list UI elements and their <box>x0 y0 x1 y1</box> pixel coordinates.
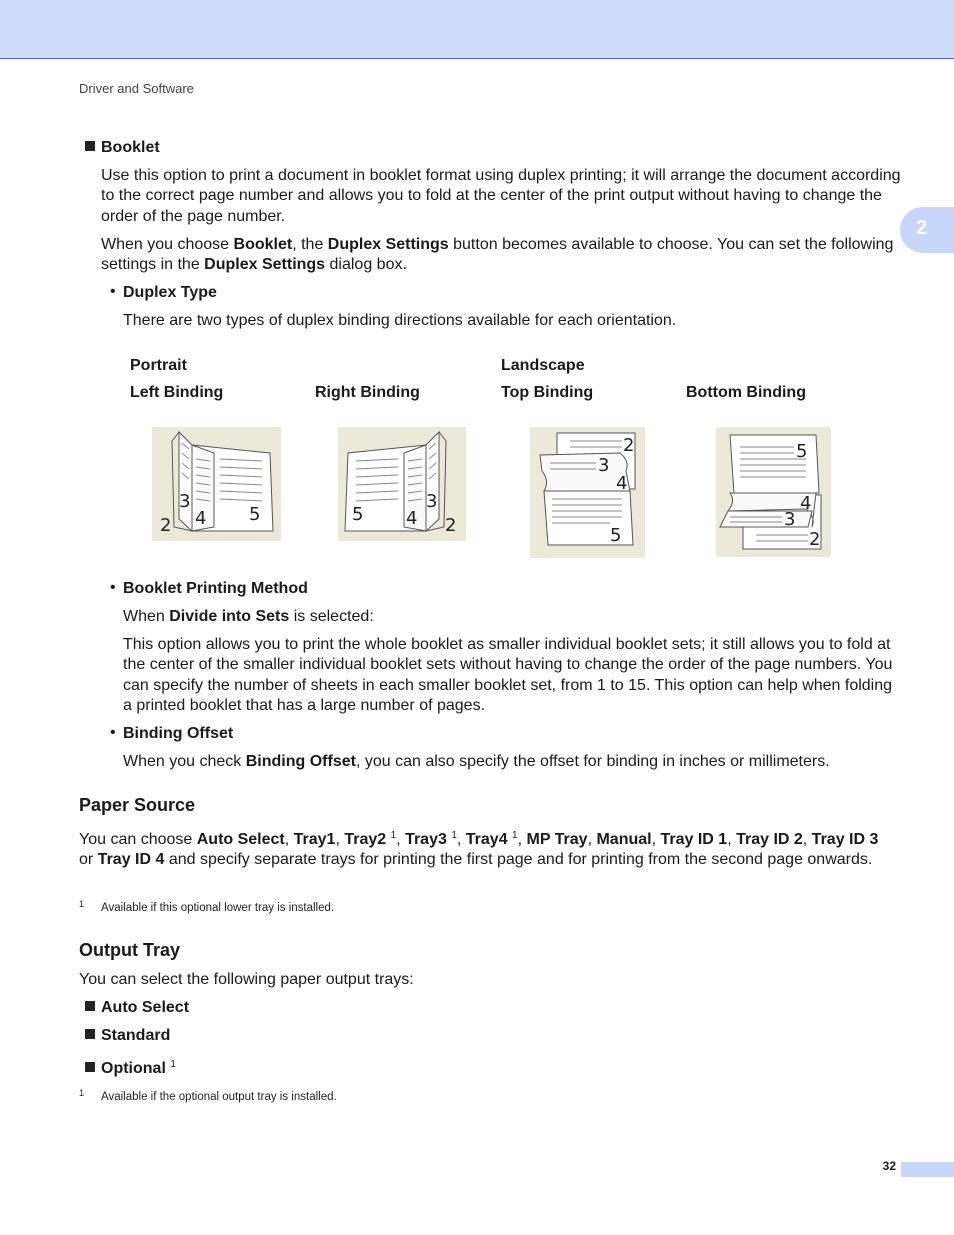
page-num-2: 2 <box>445 515 457 536</box>
bullet-dot: • <box>110 579 116 596</box>
page-num-4: 4 <box>195 508 207 529</box>
portrait-label: Portrait <box>130 357 187 374</box>
output-tray-footnote: Available if the optional output tray is installed. <box>101 1091 337 1103</box>
chapter-number: 2 <box>916 217 928 239</box>
page-num-5: 5 <box>352 504 364 525</box>
top-binding-illustration <box>530 427 645 558</box>
paper-source-paragraph: You can choose Auto Select, Tray1, Tray2 $^1$, Tray3 $^1$, Tray4 $^1$, MP Tray, Manual, Tray ID 1, Tray ID 2, Tray ID 3 or Tray ID 4 and specify separate trays for printing the first page and for printing from the second page onwards. <box>79 830 879 869</box>
landscape-label: Landscape <box>501 357 585 374</box>
output-tray-item-optional: Optional $^1$ <box>85 1059 176 1079</box>
divide-into-sets-line: When Divide into Sets is selected: <box>123 608 374 625</box>
booklet-choose-paragraph: When you choose Booklet, the Duplex Settings button becomes available to choose. You can set the following settings in the Duplex Settings dialog box. <box>101 236 894 274</box>
output-tray-heading: Output Tray <box>79 940 181 960</box>
left-binding-illustration <box>152 427 281 541</box>
binding-offset-text: When you check Binding Offset, you can also specify the offset for binding in inches or millimeters. <box>123 753 830 770</box>
page-num-2: 2 <box>160 515 172 536</box>
booklet-intro: Use this option to print a document in booklet format using duplex printing; it will arrange the document according to the correct page number and allows you to fold at the center of the print output without having to change the order of the page number. <box>101 167 901 225</box>
header-band <box>0 0 954 59</box>
left-binding-label: Left Binding <box>130 384 224 401</box>
page-num-3: 3 <box>179 491 191 512</box>
paper-source-heading: Paper Source <box>79 795 196 815</box>
printing-method-text: This option allows you to print the whole booklet as smaller individual booklet sets; it still allows you to fold at the center of the smaller individual booklet sets without having to change the order of the page numbers. You can specify the number of sheets in each smaller booklet set, from 1 to 15. This option can help when folding a printed booklet that has a large number of pages. <box>123 636 893 714</box>
bullet-dot: • <box>110 283 116 300</box>
printing-method-label: Booklet Printing Method <box>123 580 308 597</box>
top-binding-label: Top Binding <box>501 384 594 401</box>
duplex-type-label: Duplex Type <box>123 284 217 301</box>
bottom-binding-label: Bottom Binding <box>686 384 806 401</box>
paper-source-footnote: Available if this optional lower tray is installed. <box>101 902 335 914</box>
output-tray-item-auto-select: Auto Select <box>85 998 189 1018</box>
binding-offset-label: Binding Offset <box>123 725 234 742</box>
bullet-dot: • <box>110 724 116 741</box>
page-num-4: 4 <box>800 493 812 514</box>
page-num-5: 5 <box>610 525 622 546</box>
right-binding-illustration <box>338 427 466 541</box>
square-bullet-icon <box>85 1062 95 1072</box>
page-num-5: 5 <box>796 441 808 462</box>
running-head: Driver and Software <box>79 81 194 96</box>
booklet-title: Booklet <box>101 139 160 156</box>
square-bullet-icon <box>85 1029 95 1039</box>
footnote-number: 1 <box>79 899 85 909</box>
output-tray-intro: You can select the following paper output trays: <box>79 971 414 988</box>
page-num-4: 4 <box>616 473 628 494</box>
page-number-bar <box>901 1162 954 1177</box>
page-number: 32 <box>882 1159 896 1173</box>
bottom-binding-illustration <box>716 427 831 557</box>
duplex-type-text: There are two types of duplex binding directions available for each orientation. <box>123 312 677 329</box>
chapter-tab <box>900 207 954 253</box>
page-num-5: 5 <box>249 504 261 525</box>
booklet-heading <box>85 138 160 158</box>
output-tray-item-standard: Standard <box>85 1026 170 1046</box>
square-bullet-icon <box>85 1001 95 1011</box>
page-num-2: 2 <box>809 529 821 550</box>
footnote-number: 1 <box>79 1088 85 1098</box>
page-num-3: 3 <box>426 491 438 512</box>
right-binding-label: Right Binding <box>315 384 420 401</box>
page-num-3: 3 <box>598 455 610 476</box>
page-num-3: 3 <box>784 509 796 530</box>
square-bullet-icon <box>85 141 95 151</box>
page-num-4: 4 <box>406 508 418 529</box>
page-num-2: 2 <box>623 435 635 456</box>
